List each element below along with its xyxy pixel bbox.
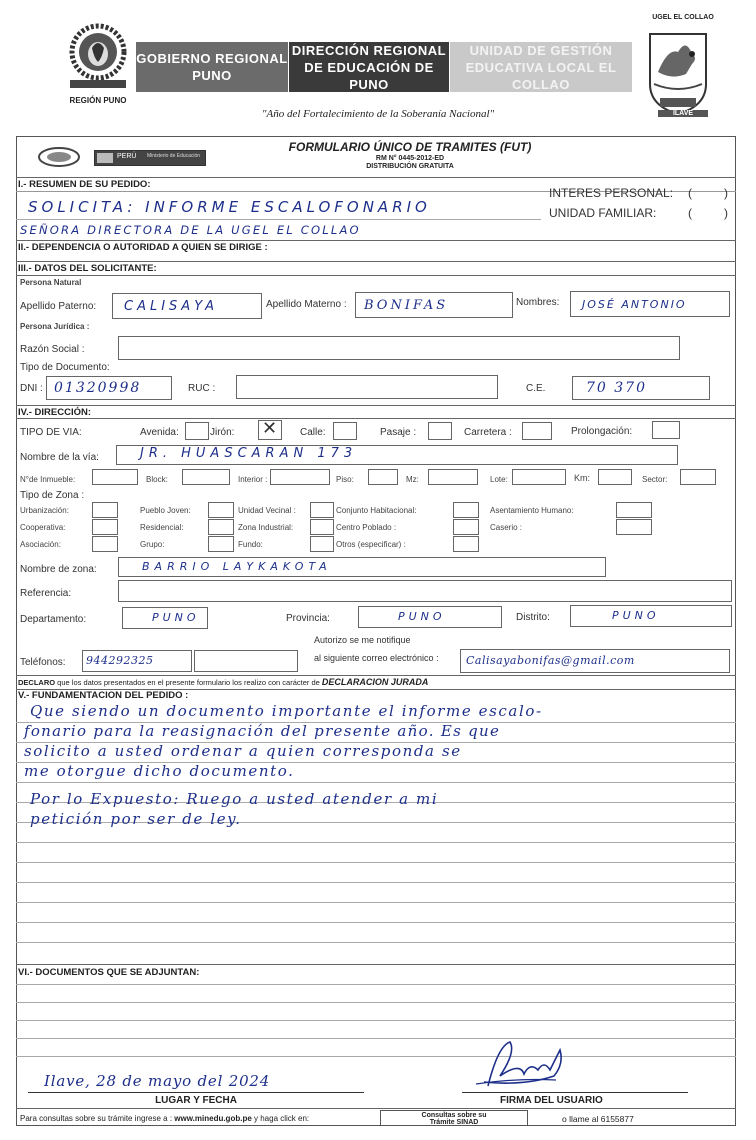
mz-label: Mz: xyxy=(406,475,419,484)
fundamentacion-line-5: Por lo Expuesto: Ruego a usted atender a mi xyxy=(30,790,439,808)
prolongacion-checkbox[interactable] xyxy=(652,421,680,439)
pueblo-joven-label: Pueblo Joven: xyxy=(140,506,191,515)
ruc-label: RUC : xyxy=(188,383,216,394)
fundamentacion-line-2: fonario para la reasignación del presente año. Es que xyxy=(24,722,501,740)
asentamiento-checkbox[interactable] xyxy=(616,502,652,518)
conjunto-label: Conjunto Habitacional: xyxy=(336,506,417,515)
jiron-label: Jirón: xyxy=(210,427,235,438)
apellido-paterno-label: Apellido Paterno: xyxy=(20,301,97,312)
pueblo-joven-checkbox[interactable] xyxy=(208,502,234,518)
dni-value: 01320998 xyxy=(54,380,142,396)
telefono-value: 944292325 xyxy=(86,654,154,667)
nombre-via-value: JR. HUASCARAN 173 xyxy=(140,446,358,461)
km-label: Km: xyxy=(574,473,591,483)
unidad-familiar-open: ( xyxy=(688,206,692,220)
centro-poblado-checkbox[interactable] xyxy=(453,519,479,535)
minedu-link[interactable]: www.minedu.gob.pe xyxy=(174,1114,252,1123)
avenida-label: Avenida: xyxy=(140,427,179,438)
interior-label: Interior : xyxy=(238,475,268,484)
fundo-checkbox[interactable] xyxy=(310,536,334,552)
fundamentacion-line-3: solicito a usted ordenar a quien corresponda se xyxy=(24,742,462,760)
region-puno-logo xyxy=(62,18,134,104)
firma-label: FIRMA DEL USUARIO xyxy=(500,1095,603,1106)
section-documentos: VI.- DOCUMENTOS QUE SE ADJUNTAN: xyxy=(18,967,200,978)
form-title: FORMULARIO ÚNICO DE TRAMITES (FUT) xyxy=(288,140,532,154)
referencia-label: Referencia: xyxy=(20,588,72,599)
distrito-value: PUNO xyxy=(612,609,660,622)
sector-field[interactable] xyxy=(680,469,716,485)
nombre-via-label: Nombre de la vía: xyxy=(20,452,99,463)
lote-label: Lote: xyxy=(490,475,508,484)
razon-social-field[interactable] xyxy=(118,336,680,360)
distrito-label: Distrito: xyxy=(516,612,550,623)
grupo-checkbox[interactable] xyxy=(208,536,234,552)
ugel-logo-top-text: UGEL EL COLLAO xyxy=(652,14,714,21)
national-motto: "Año del Fortalecimiento de la Soberanía Nacional" xyxy=(261,108,495,120)
piso-label: Piso: xyxy=(336,475,354,484)
lote-field[interactable] xyxy=(512,469,566,485)
provincia-value: PUNO xyxy=(398,610,446,623)
urbanizacion-label: Urbanización: xyxy=(20,506,69,515)
ugel-logo-bottom-text: ILAVE xyxy=(658,110,708,117)
caserio-checkbox[interactable] xyxy=(616,519,652,535)
tipo-zona-label: Tipo de Zona : xyxy=(20,490,85,501)
apellido-paterno-value: CALISAYA xyxy=(124,299,219,314)
declaracion-jurada: DECLARO que los datos presentados en el presente formulario los realizo con carácter de DECLARACION JURADA xyxy=(18,677,429,687)
interes-personal-close: ) xyxy=(724,186,728,200)
tipo-documento-label: Tipo de Documento: xyxy=(20,362,110,373)
departamento-value: PUNO xyxy=(152,611,200,624)
referencia-field[interactable] xyxy=(118,580,732,602)
otros-label: Otros (especificar) : xyxy=(336,540,406,549)
unidad-vecinal-label: Unidad Vecinal : xyxy=(238,506,296,515)
fundo-label: Fundo: xyxy=(238,540,263,549)
conjunto-checkbox[interactable] xyxy=(453,502,479,518)
cooperativa-checkbox[interactable] xyxy=(92,519,118,535)
ugel-box: UNIDAD DE GESTIÓN EDUCATIVA LOCAL EL COLLAO xyxy=(450,42,632,92)
pedido-line-1: SOLICITA: INFORME ESCALOFONARIO xyxy=(28,198,431,216)
ce-value: 70 370 xyxy=(586,380,647,396)
persona-juridica-label: Persona Jurídica : xyxy=(20,322,90,331)
ruc-field[interactable] xyxy=(236,375,498,399)
nombre-zona-label: Nombre de zona: xyxy=(20,564,97,575)
asociacion-label: Asociación: xyxy=(20,540,61,549)
tipo-via-label: TIPO DE VIA: xyxy=(20,427,82,438)
section-fundamentacion: V.- FUNDAMENTACION DEL PEDIDO : xyxy=(18,690,189,701)
mz-field[interactable] xyxy=(428,469,478,485)
asentamiento-label: Asentamiento Humano: xyxy=(490,506,574,515)
asociacion-checkbox[interactable] xyxy=(92,536,118,552)
residencial-checkbox[interactable] xyxy=(208,519,234,535)
user-signature xyxy=(470,1036,590,1096)
sector-label: Sector: xyxy=(642,475,668,484)
zona-industrial-checkbox[interactable] xyxy=(310,519,334,535)
fundamentacion-line-4: me otorgue dicho documento. xyxy=(24,762,295,780)
pasaje-checkbox[interactable] xyxy=(428,422,452,440)
form-rm: RM N° 0445-2012-ED DISTRIBUCIÓN GRATUITA xyxy=(366,155,454,170)
residencial-label: Residencial: xyxy=(140,523,184,532)
sinad-button[interactable]: Consultas sobre su Trámite SINAD xyxy=(380,1110,528,1126)
calle-checkbox[interactable] xyxy=(333,422,357,440)
footer-phone: o llame al 6155877 xyxy=(562,1114,634,1124)
cooperativa-label: Cooperativa: xyxy=(20,523,66,532)
interior-field[interactable] xyxy=(270,469,330,485)
lugar-fecha-value: Ilave, 28 de mayo del 2024 xyxy=(44,1072,271,1090)
fundamentacion-line-6: petición por ser de ley. xyxy=(30,810,242,828)
section-dependencia: II.- DEPENDENCIA O AUTORIDAD A QUIEN SE DIRIGE : xyxy=(18,242,268,253)
block-field[interactable] xyxy=(182,469,230,485)
persona-natural-label: Persona Natural xyxy=(20,278,82,287)
ministry-name: Ministerio de Educación xyxy=(147,153,201,159)
section-resumen: I.- RESUMEN DE SU PEDIDO: xyxy=(18,179,151,190)
centro-poblado-label: Centro Poblado : xyxy=(336,523,397,532)
calle-label: Calle: xyxy=(300,427,326,438)
correo-value: Calisayabonifas@gmail.com xyxy=(466,654,635,667)
section-datos-solicitante: III.- DATOS DEL SOLICITANTE: xyxy=(18,263,157,274)
caserio-label: Caserio : xyxy=(490,523,523,532)
peru-badge: PERÚ xyxy=(117,153,137,160)
region-puno-caption: REGIÓN PUNO xyxy=(69,96,127,105)
gobierno-regional-box: GOBIERNO REGIONAL PUNO xyxy=(136,42,288,92)
telefono-field-2[interactable] xyxy=(194,650,298,672)
inmueble-field[interactable] xyxy=(92,469,138,485)
ugel-el-collao-logo xyxy=(640,14,716,122)
zona-industrial-label: Zona Industrial: xyxy=(238,523,294,532)
prolongacion-label: Prolongación: xyxy=(571,426,633,437)
apellido-materno-label: Apellido Materno : xyxy=(266,299,347,310)
grupo-label: Grupo: xyxy=(140,540,165,549)
razon-social-label: Razón Social : xyxy=(20,344,85,355)
unidad-vecinal-checkbox[interactable] xyxy=(310,502,334,518)
nombres-value: JOSÉ ANTONIO xyxy=(582,298,687,311)
carretera-checkbox[interactable] xyxy=(522,422,552,440)
unidad-familiar-label: UNIDAD FAMILIAR: xyxy=(549,206,657,220)
lugar-fecha-label: LUGAR Y FECHA xyxy=(155,1095,237,1106)
jiron-checkmark: ✕ xyxy=(262,418,278,438)
interes-personal-open: ( xyxy=(688,186,692,200)
nombre-zona-value: BARRIO LAYKAKOTA xyxy=(142,560,332,573)
inmueble-label: N°de Inmueble: xyxy=(20,475,76,484)
block-label: Block: xyxy=(146,475,168,484)
provincia-label: Provincia: xyxy=(286,613,330,624)
footer-consultas: Para consultas sobre su trámite ingrese a : www.minedu.gob.pe y haga click en: xyxy=(20,1114,310,1123)
fundamentacion-line-1: Que siendo un documento importante el informe escalo- xyxy=(30,702,543,720)
urbanizacion-checkbox[interactable] xyxy=(92,502,118,518)
carretera-label: Carretera : xyxy=(464,427,512,438)
autorizo-label-1: Autorizo se me notifique xyxy=(314,635,411,645)
pasaje-label: Pasaje : xyxy=(380,427,417,438)
dni-label: DNI : xyxy=(20,383,43,394)
ce-label: C.E. xyxy=(526,383,546,394)
avenida-checkbox[interactable] xyxy=(185,422,209,440)
departamento-label: Departamento: xyxy=(20,614,87,625)
minedu-seal-icon xyxy=(36,146,82,168)
piso-field[interactable] xyxy=(368,469,398,485)
telefonos-label: Teléfonos: xyxy=(20,657,66,668)
autorizo-label-2: al siguiente correo electrónico : xyxy=(314,653,439,663)
km-field[interactable] xyxy=(598,469,632,485)
ministry-banner xyxy=(94,150,206,166)
otros-checkbox[interactable] xyxy=(453,536,479,552)
nombres-label: Nombres: xyxy=(516,297,560,308)
pedido-line-2: SEÑORA DIRECTORA DE LA UGEL EL COLLAO xyxy=(20,223,361,237)
apellido-materno-value: BONIFAS xyxy=(364,298,449,313)
section-direccion: IV.- DIRECCIÓN: xyxy=(18,407,92,418)
unidad-familiar-close: ) xyxy=(724,206,728,220)
direccion-regional-box: DIRECCIÓN REGIONAL DE EDUCACIÓN DE PUNO xyxy=(289,42,449,92)
interes-personal-label: INTERES PERSONAL: xyxy=(549,186,674,200)
